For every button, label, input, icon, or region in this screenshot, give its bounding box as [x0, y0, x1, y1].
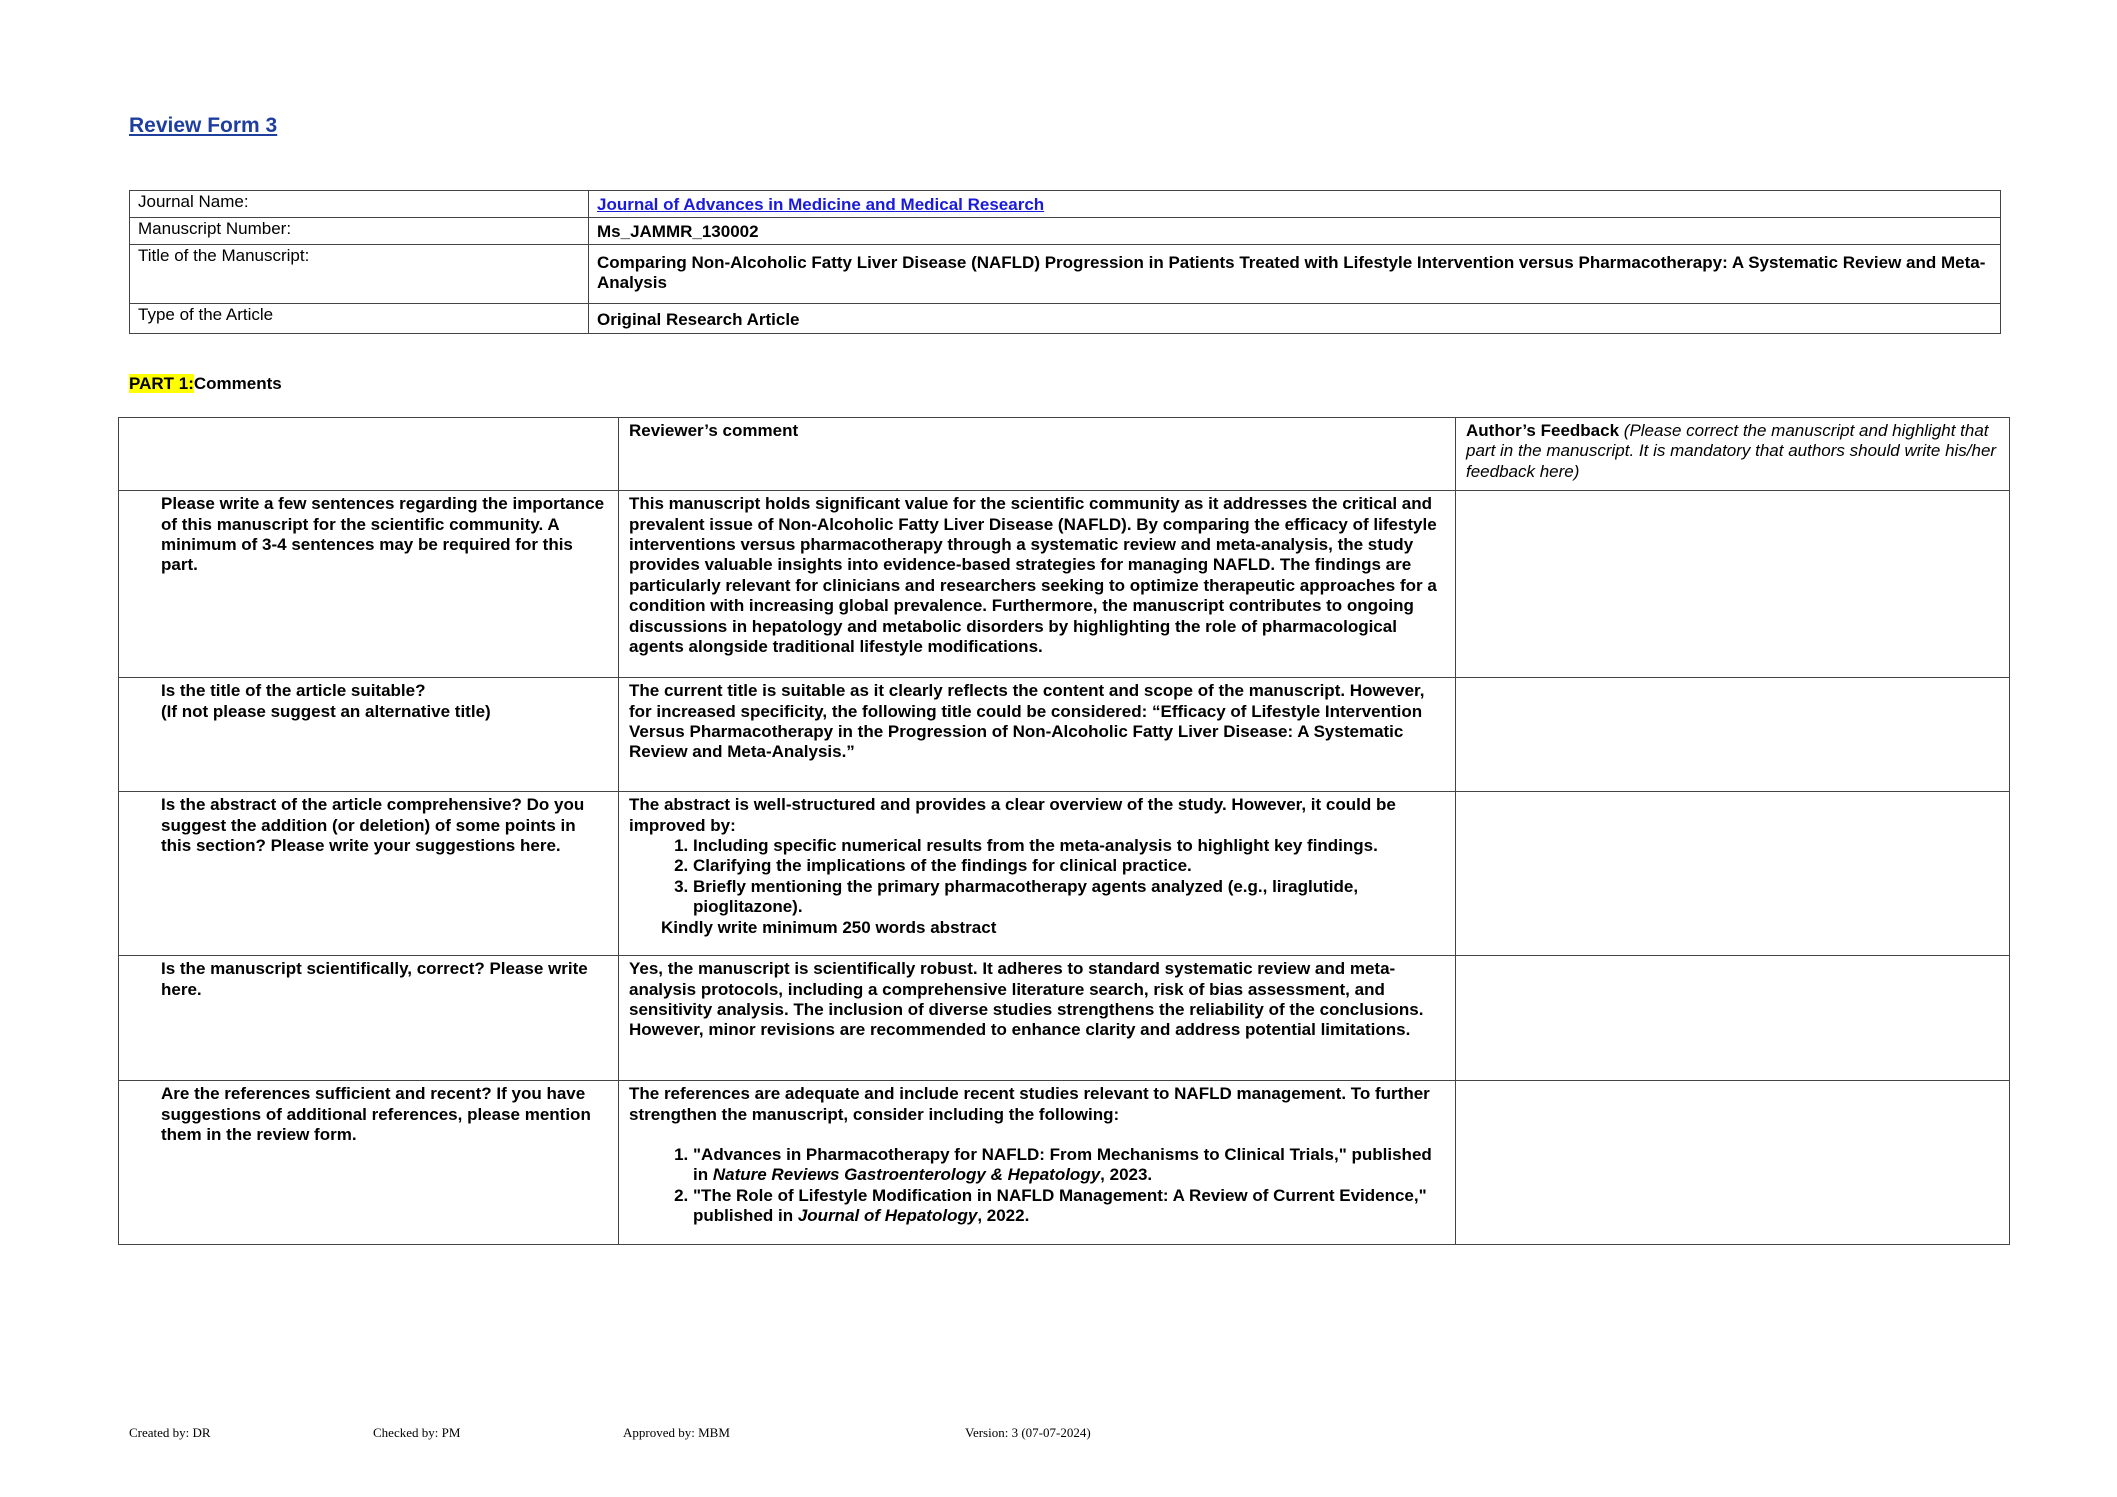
part-title: Comments	[193, 374, 282, 393]
author-feedback-cell[interactable]	[1456, 678, 2010, 792]
reviewer-comment: The current title is suitable as it clearly reflects the content and scope of the manuscript. However, for increased specificity, the following title could be considered: “Efficacy of Lifestyle Intervention Versus Pharmacotherapy in the Progression of Non-Alcoholic Fatty Liver Disease: A Systematic Review and Meta-Analysis.”	[619, 678, 1456, 792]
table-row	[119, 491, 2010, 678]
reviewer-comment: The abstract is well-structured and provides a clear overview of the study. However, it could be improved by: 1. Including specific numerical results from the meta-analysis to highlight key findings. 2. Clarifying the implications of the findings for clinical practice. 3. Briefly mentioning the primary pharmacotherapy agents analyzed (e.g., liraglutide, pioglitazone). Kindly write minimum 250 words abstract	[619, 792, 1456, 956]
author-feedback-cell[interactable]	[1456, 1081, 2010, 1245]
type-label: Type of the Article	[130, 304, 589, 334]
table-row	[119, 1081, 2010, 1245]
footer-version: Version: 3 (07-07-2024)	[965, 1425, 1091, 1440]
header-author: Author’s Feedback (Please correct the manuscript and highlight that part in the manuscript. It is mandatory that authors should write his/her feedback here)	[1456, 418, 2010, 491]
footer-created: Created by: DR	[129, 1425, 211, 1440]
header-empty	[119, 418, 619, 491]
author-feedback-cell[interactable]	[1456, 956, 2010, 1081]
manuscript-number: Ms_JAMMR_130002	[589, 218, 2001, 245]
part-label: PART 1:	[129, 374, 194, 393]
form-title[interactable]: Review Form 3	[129, 114, 278, 137]
reference-item: 2. "The Role of Lifestyle Modification in NAFLD Management: A Review of Current Evidence," published in Journal of Hepatology, 2022.	[693, 1186, 1445, 1227]
question: Is the abstract of the article comprehensive? Do you suggest the addition (or deletion) of some points in this section? Please write your suggestions here.	[119, 792, 619, 956]
manuscript-title: Comparing Non-Alcoholic Fatty Liver Disease (NAFLD) Progression in Patients Treated with Lifestyle Intervention versus Pharmacotherapy: A Systematic Review and Meta-Analysis	[589, 245, 2001, 304]
part-heading	[129, 374, 282, 394]
title-label: Title of the Manuscript:	[130, 245, 589, 304]
reviewer-comment: Yes, the manuscript is scientifically robust. It adheres to standard systematic review and meta-analysis protocols, including a comprehensive literature search, risk of bias assessment, and sensitivity analysis. The inclusion of diverse studies strengthens the reliability of the conclusions. However, minor revisions are recommended to enhance clarity and address potential limitations.	[619, 956, 1456, 1081]
list-item: 1. Including specific numerical results from the meta-analysis to highlight key findings.	[693, 836, 1445, 856]
author-feedback-cell[interactable]	[1456, 792, 2010, 956]
question: Is the title of the article suitable? (If not please suggest an alternative title)	[119, 678, 619, 792]
abstract-note: Kindly write minimum 250 words abstract	[661, 917, 997, 937]
table-row	[119, 792, 2010, 956]
question: Is the manuscript scientifically, correct? Please write here.	[119, 956, 619, 1081]
header-reviewer: Reviewer’s comment	[619, 418, 1456, 491]
journal-link[interactable]: Journal of Advances in Medicine and Medical Research	[597, 195, 1045, 214]
article-type: Original Research Article	[589, 304, 2001, 334]
table-row	[119, 678, 2010, 792]
reviewer-comment: This manuscript holds significant value for the scientific community as it addresses the critical and prevalent issue of Non-Alcoholic Fatty Liver Disease (NAFLD). By comparing the efficacy of lifestyle interventions versus pharmacotherapy through a systematic review and meta-analysis, the study provides valuable insights into evidence-based strategies for managing NAFLD. The findings are particularly relevant for clinicians and researchers seeking to optimize therapeutic approaches for a condition with increasing global prevalence. Furthermore, the manuscript contributes to ongoing discussions in hepatology and metabolic disorders by highlighting the role of pharmacological agents alongside traditional lifestyle modifications.	[619, 491, 1456, 678]
comments-table	[118, 417, 2010, 1245]
reference-item: 1. "Advances in Pharmacotherapy for NAFLD: From Mechanisms to Clinical Trials," published in Nature Reviews Gastroenterology & Hepatology, 2023.	[693, 1145, 1445, 1186]
manuscript-info-table	[129, 190, 2001, 334]
footer-approved: Approved by: MBM	[623, 1425, 730, 1440]
list-item: 2. Clarifying the implications of the findings for clinical practice.	[693, 856, 1445, 876]
question: Please write a few sentences regarding the importance of this manuscript for the scientific community. A minimum of 3-4 sentences may be required for this part.	[119, 491, 619, 678]
table-row	[119, 956, 2010, 1081]
manuscript-label: Manuscript Number:	[130, 218, 589, 245]
footer-checked: Checked by: PM	[373, 1425, 461, 1440]
question: Are the references sufficient and recent? If you have suggestions of additional references, please mention them in the review form.	[119, 1081, 619, 1245]
list-item: 3. Briefly mentioning the primary pharmacotherapy agents analyzed (e.g., liraglutide, pioglitazone).	[693, 877, 1445, 918]
reviewer-comment: The references are adequate and include recent studies relevant to NAFLD management. To further strengthen the manuscript, consider including the following: 1. "Advances in Pharmacotherapy for NAFLD: From Mechanisms to Clinical Trials," published in Nature Reviews Gastroenterology & Hepatology, 2023. 2. "The Role of Lifestyle Modification in NAFLD Management: A Review of Current Evidence," published in Journal of Hepatology, 2022.	[619, 1081, 1456, 1245]
author-feedback-cell[interactable]	[1456, 491, 2010, 678]
journal-label: Journal Name:	[130, 191, 589, 218]
